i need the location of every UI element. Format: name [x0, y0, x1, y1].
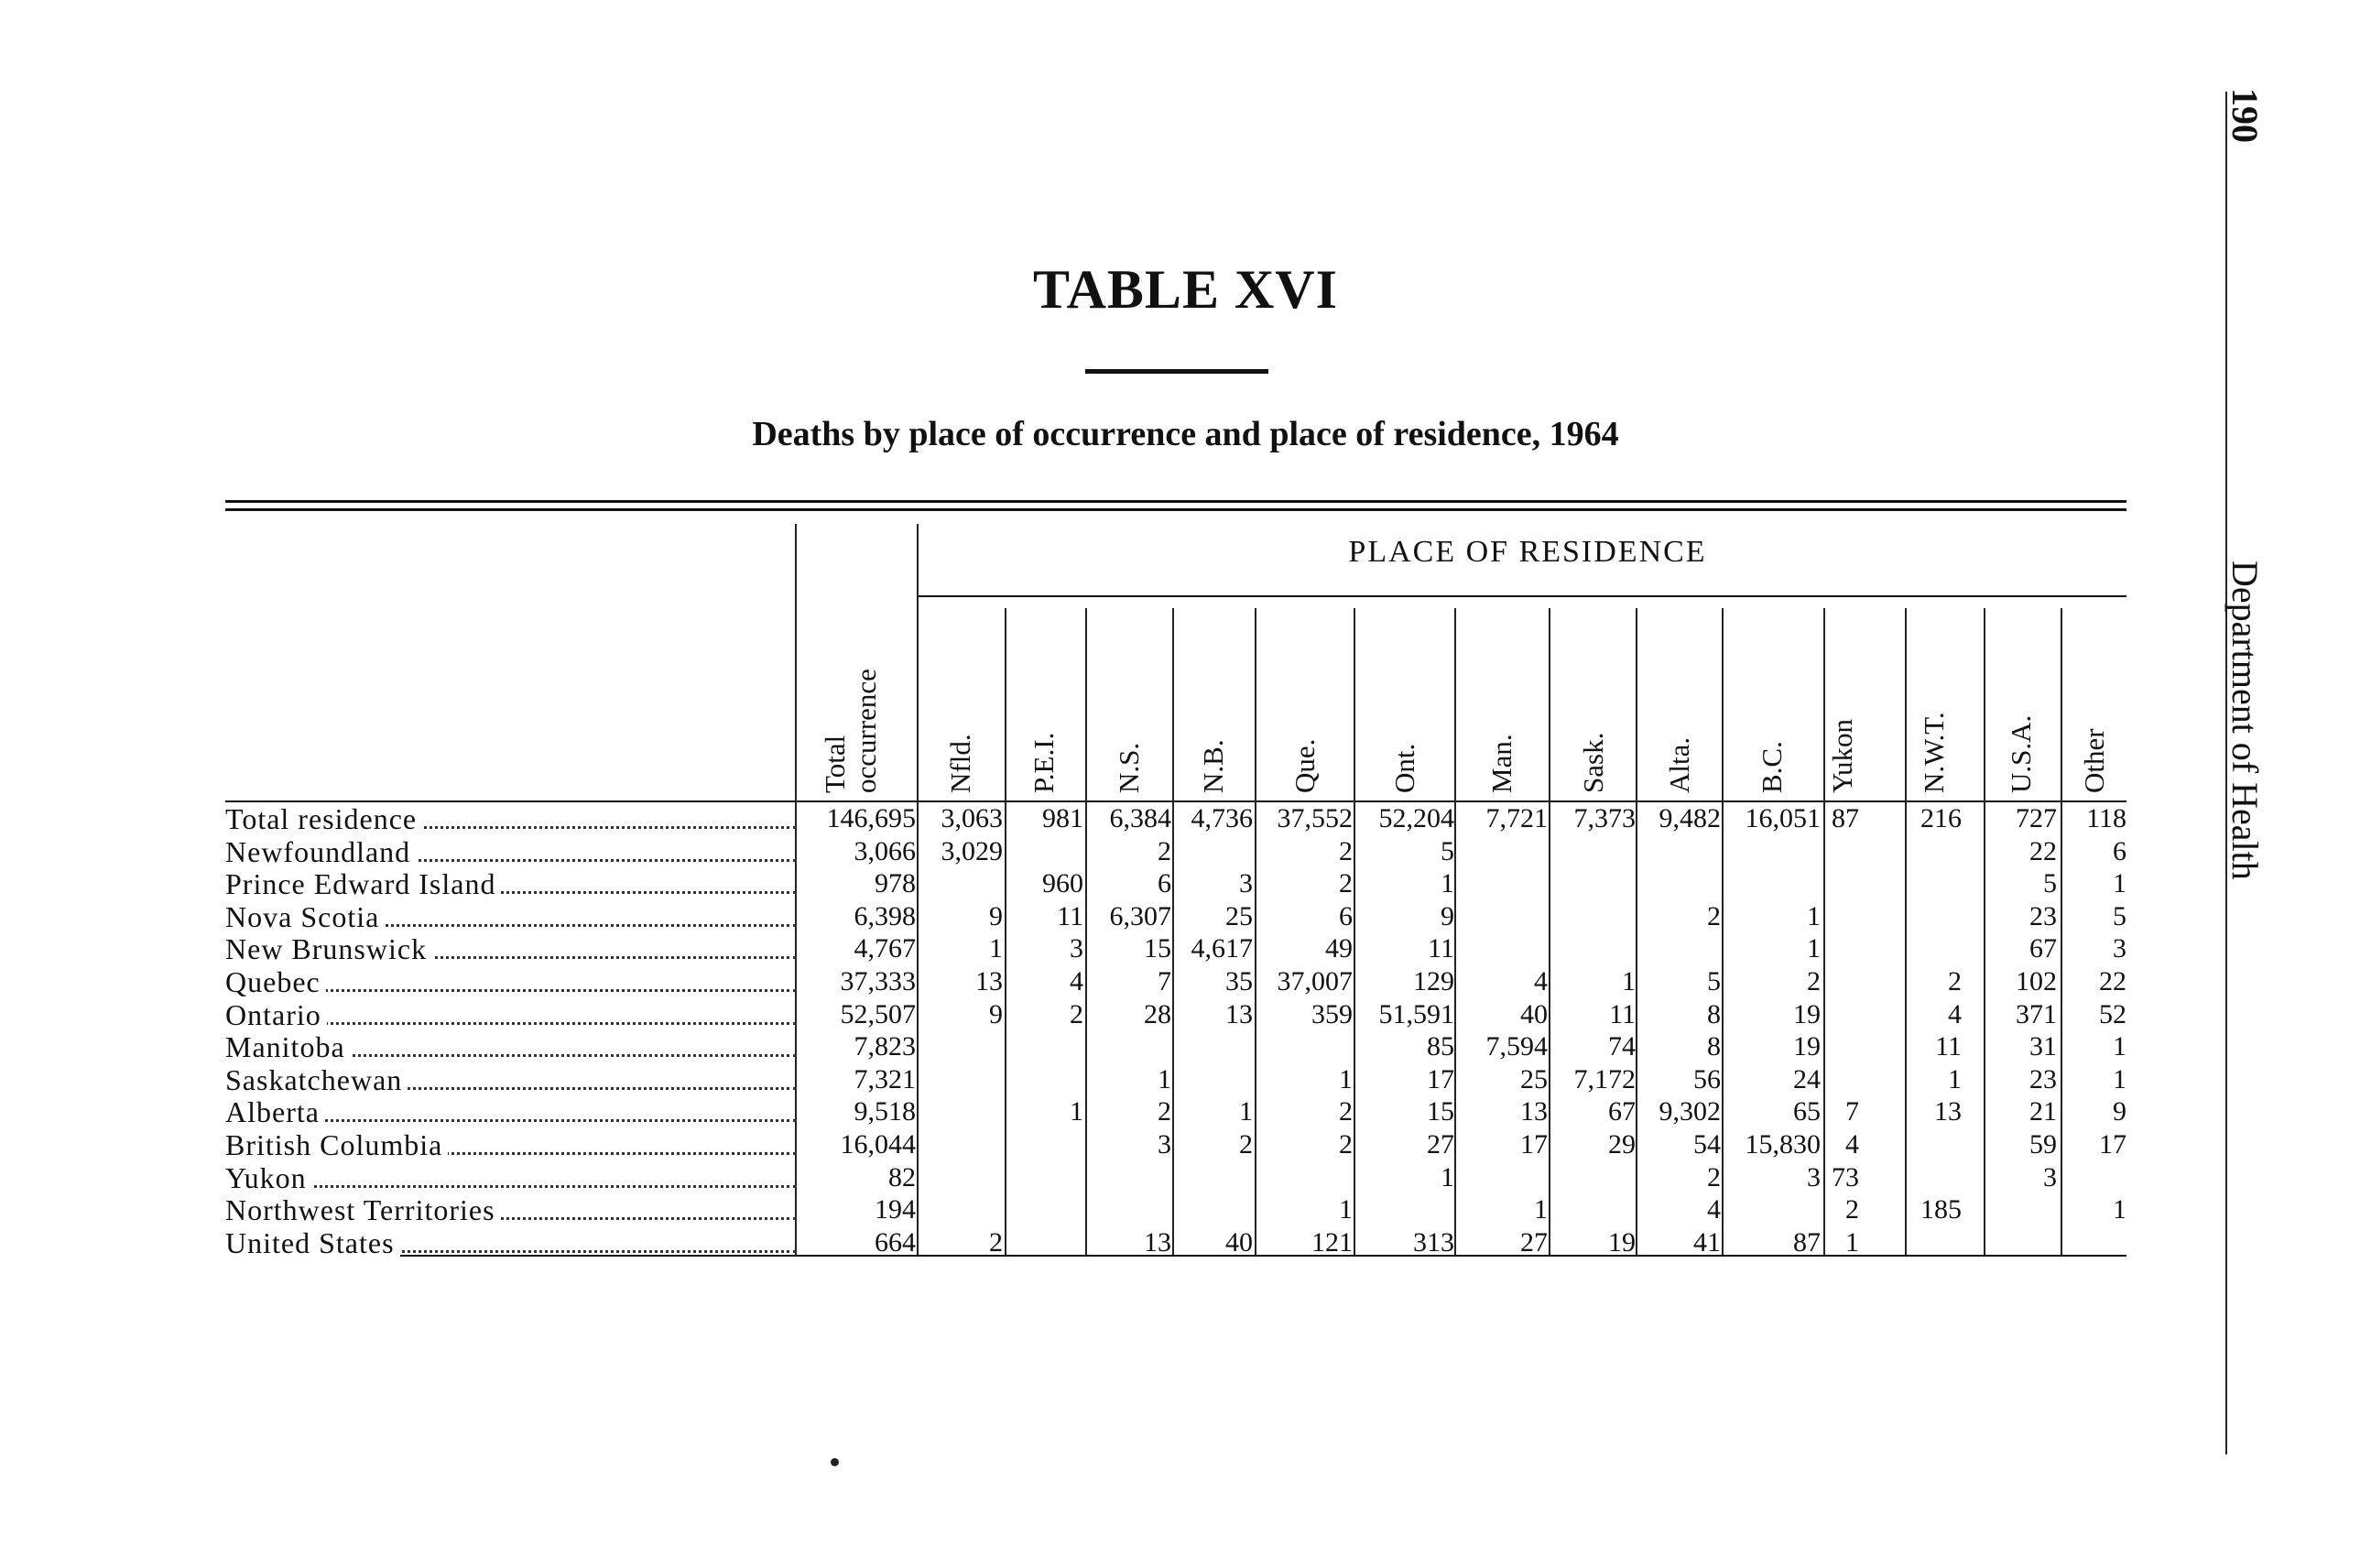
table-cell-total: 7,823 — [854, 1031, 916, 1062]
table-cell: 15 — [1144, 933, 1171, 964]
table-subtitle: Deaths by place of occurrence and place of residence, 1964 — [752, 415, 1619, 453]
table-cell: 85 — [1427, 1031, 1454, 1062]
column-divider — [1905, 608, 1907, 1255]
table-cell: 1 — [1441, 1161, 1454, 1192]
row-label-text: Alberta — [225, 1095, 325, 1128]
table-cell: 9,302 — [1659, 1096, 1721, 1127]
row-label — [225, 1128, 802, 1161]
table-cell: 6 — [1339, 900, 1353, 931]
row-label-text: Yukon — [225, 1161, 312, 1194]
column-header-line: Total — [819, 735, 851, 793]
table-cell: 2 — [1807, 966, 1821, 996]
table-cell: 73 — [1832, 1161, 1859, 1192]
table-cell: 51,591 — [1378, 998, 1454, 1029]
table-cell: 9 — [1441, 900, 1454, 931]
table-cell: 313 — [1413, 1226, 1454, 1258]
table-cell: 23 — [2029, 900, 2057, 931]
table-cell: 8 — [1707, 1031, 1721, 1062]
table-cell-total: 9,518 — [854, 1096, 916, 1127]
table-cell: 2 — [1339, 868, 1353, 899]
row-label-text: Saskatchewan — [225, 1063, 408, 1096]
table-cell: 2 — [1948, 966, 1962, 996]
page-number: 190 — [2224, 88, 2266, 143]
table-cell: 2 — [1707, 900, 1721, 931]
table-top-rule-1 — [225, 500, 2126, 503]
column-header: Man. — [1485, 734, 1517, 793]
table-cell: 1 — [1070, 1096, 1083, 1127]
row-label — [225, 1030, 802, 1063]
table-cell: 6,384 — [1109, 803, 1171, 833]
table-cell: 3,063 — [941, 803, 1003, 833]
table-cell: 4 — [1845, 1129, 1859, 1160]
table-cell: 981 — [1042, 803, 1083, 833]
table-top-rule-2 — [225, 508, 2126, 511]
table-cell: 11 — [1609, 998, 1636, 1029]
table-cell: 87 — [1832, 803, 1859, 833]
table-cell: 2 — [1339, 1129, 1353, 1160]
table-cell-total: 4,767 — [854, 933, 916, 964]
row-label-text: British Columbia — [225, 1128, 448, 1161]
table-cell: 19 — [1608, 1226, 1636, 1258]
table-cell: 7 — [1845, 1096, 1859, 1127]
row-label — [225, 867, 802, 900]
table-cell: 1 — [2113, 1031, 2126, 1062]
table-cell: 1 — [1807, 933, 1821, 964]
table-cell: 27 — [1427, 1129, 1454, 1160]
table-cell: 4,617 — [1191, 933, 1253, 964]
table-cell: 1 — [1158, 1063, 1171, 1094]
table-cell: 121 — [1311, 1226, 1353, 1258]
column-header: N.W.T. — [1918, 712, 1950, 793]
table-cell-total: 978 — [875, 868, 916, 899]
table-cell: 13 — [1144, 1226, 1171, 1258]
table-cell: 359 — [1311, 998, 1353, 1029]
table-cell: 3 — [1070, 933, 1083, 964]
column-header: B.C. — [1756, 741, 1788, 793]
table-cell: 11 — [1057, 900, 1083, 931]
table-cell-total: 16,044 — [840, 1129, 916, 1160]
table-cell-total: 82 — [888, 1161, 916, 1192]
table-cell: 35 — [1225, 966, 1253, 996]
row-label — [225, 1226, 802, 1259]
table-cell: 6 — [1158, 868, 1171, 899]
table-cell: 19 — [1793, 1031, 1821, 1062]
row-label — [225, 900, 802, 933]
table-cell: 2 — [1845, 1194, 1859, 1225]
table-cell: 216 — [1920, 803, 1962, 833]
table-cell: 15 — [1427, 1096, 1454, 1127]
table-cell: 727 — [2016, 803, 2057, 833]
row-label-text: Newfoundland — [225, 835, 416, 868]
table-cell: 1 — [1622, 966, 1636, 996]
table-cell: 2 — [1158, 1096, 1171, 1127]
table-cell: 2 — [1339, 1096, 1353, 1127]
page-title: TABLE XVI — [1033, 259, 1338, 320]
table-cell: 87 — [1793, 1226, 1821, 1258]
column-header: Nfld. — [944, 734, 976, 793]
column-header: Que. — [1288, 738, 1321, 793]
row-label — [225, 1193, 802, 1226]
table-cell: 5 — [1441, 835, 1454, 866]
table-cell: 6 — [2113, 835, 2126, 866]
row-label — [225, 802, 802, 835]
table-cell: 25 — [1520, 1063, 1548, 1094]
column-header: P.E.I. — [1028, 732, 1060, 793]
row-label-text: New Brunswick — [225, 932, 432, 965]
table-cell: 27 — [1520, 1226, 1548, 1258]
table-cell: 2 — [1158, 835, 1171, 866]
table-cell: 3 — [1807, 1161, 1821, 1192]
table-cell-total: 146,695 — [826, 803, 916, 833]
column-header: N.S. — [1113, 742, 1145, 793]
row-label-text: Nova Scotia — [225, 900, 385, 933]
table-cell: 2 — [1339, 835, 1353, 866]
row-label-text: United States — [225, 1226, 400, 1259]
table-cell: 3 — [2113, 933, 2126, 964]
column-header-line: occurrence — [850, 669, 882, 793]
column-header: Alta. — [1662, 736, 1695, 793]
table-cell-total: 664 — [875, 1226, 916, 1258]
table-cell: 54 — [1693, 1129, 1721, 1160]
table-cell: 29 — [1608, 1129, 1636, 1160]
table-cell: 9 — [2113, 1096, 2126, 1127]
table-cell: 21 — [2029, 1096, 2057, 1127]
table-cell: 118 — [2086, 803, 2126, 833]
table-cell: 7 — [1158, 966, 1171, 996]
row-label — [225, 835, 802, 868]
print-speck — [831, 1458, 839, 1466]
table-cell: 67 — [2029, 933, 2057, 964]
row-label — [225, 1063, 802, 1096]
table-cell: 17 — [1520, 1129, 1548, 1160]
table-cell: 4 — [1707, 1194, 1721, 1225]
row-label — [225, 1161, 802, 1194]
group-header-place-of-residence: PLACE OF RESIDENCE — [1348, 535, 1707, 569]
table-cell: 7,594 — [1485, 1031, 1548, 1062]
table-cell: 7,373 — [1573, 803, 1636, 833]
table-cell: 22 — [2099, 966, 2126, 996]
table-cell: 7,721 — [1485, 803, 1548, 833]
table-cell: 1 — [1239, 1096, 1253, 1127]
running-header: Department of Health — [2224, 561, 2266, 880]
column-header-total-occurrence — [820, 610, 882, 793]
table-cell: 4 — [1948, 998, 1962, 1029]
table-cell: 4,736 — [1191, 803, 1253, 833]
row-label — [225, 932, 802, 965]
table-cell: 37,007 — [1277, 966, 1353, 996]
table-cell: 11 — [1935, 1031, 1962, 1062]
table-cell: 3,029 — [941, 835, 1003, 866]
table-cell: 7,172 — [1573, 1063, 1636, 1094]
table-cell-total: 6,398 — [854, 900, 916, 931]
table-cell: 2 — [1707, 1161, 1721, 1192]
table-cell: 59 — [2029, 1129, 2057, 1160]
table-cell: 37,552 — [1277, 803, 1353, 833]
table-cell: 1 — [1845, 1226, 1859, 1258]
table-cell-total: 52,507 — [840, 998, 916, 1029]
table-cell: 371 — [2016, 998, 2057, 1029]
title-underline — [1085, 369, 1268, 374]
table-cell: 5 — [2113, 900, 2126, 931]
table-cell: 13 — [1520, 1096, 1548, 1127]
row-label — [225, 965, 802, 998]
table-cell: 1 — [2113, 868, 2126, 899]
table-cell: 1 — [1339, 1194, 1353, 1225]
table-cell: 3 — [1239, 868, 1253, 899]
table-cell: 28 — [1144, 998, 1171, 1029]
table-cell: 5 — [1707, 966, 1721, 996]
table-cell-total: 194 — [875, 1194, 916, 1225]
table-cell: 960 — [1042, 868, 1083, 899]
table-cell: 67 — [1608, 1096, 1636, 1127]
table-cell: 52,204 — [1378, 803, 1454, 833]
table-cell: 1 — [2113, 1194, 2126, 1225]
table-cell: 13 — [1225, 998, 1253, 1029]
table-cell: 185 — [1920, 1194, 1962, 1225]
table-cell: 3 — [2043, 1161, 2057, 1192]
table-cell-total: 3,066 — [854, 835, 916, 866]
table-cell: 19 — [1793, 998, 1821, 1029]
table-cell: 15,830 — [1745, 1129, 1821, 1160]
table-cell: 4 — [1070, 966, 1083, 996]
row-label-text: Quebec — [225, 965, 326, 998]
table-cell: 1 — [1948, 1063, 1962, 1094]
column-header: Other — [2078, 728, 2110, 793]
table-cell-total: 37,333 — [840, 966, 916, 996]
table-cell: 6,307 — [1109, 900, 1171, 931]
table-cell: 8 — [1707, 998, 1721, 1029]
table-cell: 13 — [1934, 1096, 1962, 1127]
column-header: Yukon — [1825, 719, 1858, 793]
table-cell: 41 — [1693, 1226, 1721, 1258]
table-cell: 52 — [2099, 998, 2126, 1029]
table-cell: 1 — [2113, 1063, 2126, 1094]
column-header: U.S.A. — [2005, 714, 2037, 793]
table-cell: 4 — [1534, 966, 1548, 996]
table-cell: 56 — [1693, 1063, 1721, 1094]
table-cell: 2 — [1239, 1129, 1253, 1160]
table-cell: 1 — [1441, 868, 1454, 899]
table-cell: 129 — [1413, 966, 1454, 996]
table-cell: 102 — [2016, 966, 2057, 996]
table-cell: 2 — [1070, 998, 1083, 1029]
table-cell: 3 — [1158, 1129, 1171, 1160]
row-label-text: Prince Edward Island — [225, 867, 501, 900]
table-cell: 25 — [1225, 900, 1253, 931]
table-cell: 9 — [989, 998, 1003, 1029]
table-cell: 11 — [1428, 933, 1454, 964]
table-cell-total: 7,321 — [854, 1063, 916, 1094]
table-cell: 1 — [1534, 1194, 1548, 1225]
table-cell: 5 — [2043, 868, 2057, 899]
column-divider — [917, 524, 919, 1255]
table-cell: 9,482 — [1659, 803, 1721, 833]
table-cell: 31 — [2029, 1031, 2057, 1062]
table-cell: 17 — [1427, 1063, 1454, 1094]
table-cell: 16,051 — [1745, 803, 1821, 833]
table-cell: 13 — [975, 966, 1003, 996]
row-label-text: Ontario — [225, 998, 327, 1031]
table-cell: 9 — [989, 900, 1003, 931]
column-header: N.B. — [1197, 739, 1229, 793]
row-label-text: Manitoba — [225, 1030, 351, 1063]
column-header: Sask. — [1576, 732, 1609, 793]
row-label — [225, 998, 802, 1031]
table-cell: 40 — [1520, 998, 1548, 1029]
table-cell: 24 — [1793, 1063, 1821, 1094]
table-cell: 74 — [1608, 1031, 1636, 1062]
row-label — [225, 1095, 802, 1128]
table-cell: 22 — [2029, 835, 2057, 866]
table-cell: 1 — [1339, 1063, 1353, 1094]
table-cell: 2 — [989, 1226, 1003, 1258]
table-cell: 1 — [989, 933, 1003, 964]
row-label-text: Northwest Territories — [225, 1193, 501, 1226]
table-cell: 49 — [1325, 933, 1353, 964]
row-label-text: Total residence — [225, 802, 422, 835]
group-header-rule — [919, 595, 2126, 597]
table-cell: 17 — [2099, 1129, 2126, 1160]
table-cell: 23 — [2029, 1063, 2057, 1094]
table-cell: 1 — [1807, 900, 1821, 931]
table-cell: 40 — [1225, 1226, 1253, 1258]
table-cell: 65 — [1793, 1096, 1821, 1127]
column-header: Ont. — [1388, 743, 1420, 793]
